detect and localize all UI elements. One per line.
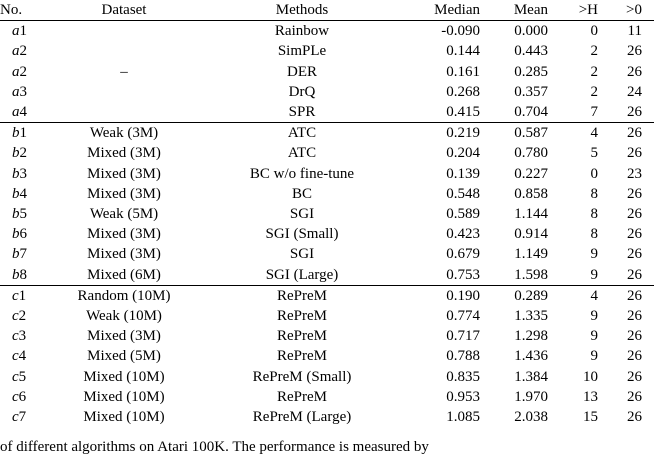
row-number: 3	[19, 83, 27, 100]
cell-above-human: 9	[590, 328, 598, 345]
cell-mean: 1.144	[514, 206, 548, 223]
row-number: 7	[19, 246, 27, 263]
row-number: 4	[19, 185, 27, 202]
cell-method: BC w/o fine-tune	[249, 165, 355, 182]
cell-dataset	[44, 41, 204, 61]
header-above-human: >H	[548, 0, 600, 21]
cell-no	[0, 82, 44, 102]
cell-method: RePreM	[277, 388, 327, 405]
cell-median: 0.953	[446, 388, 480, 405]
cell-method: SimPLe	[277, 43, 327, 60]
cell-median: 0.679	[446, 246, 480, 263]
row-letter: a	[12, 83, 20, 100]
cell-above-human: 9	[590, 308, 598, 325]
cell-no	[0, 407, 44, 427]
cell-above-human: 2	[590, 63, 598, 80]
table-row	[0, 204, 654, 224]
cell-above-human: 0	[590, 165, 598, 182]
cell-mean: 0.587	[480, 123, 548, 144]
cell-method: SGI (Large)	[265, 266, 339, 283]
cell-dataset: Mixed (3M)	[87, 328, 161, 345]
header-dataset: Dataset	[44, 0, 204, 21]
cell-dataset	[44, 21, 204, 42]
cell-mean: 1.970	[514, 388, 548, 405]
cell-mean: 1.384	[514, 368, 548, 385]
cell-above-human: 5	[590, 145, 598, 162]
cell-mean: 0.289	[480, 285, 548, 306]
cell-no	[0, 367, 44, 387]
cell-above-zero: 26	[627, 308, 642, 325]
cell-mean: 0.000	[514, 23, 548, 40]
cell-mean: 0.858	[514, 185, 548, 202]
cell-above-zero: 11	[627, 23, 642, 40]
row-letter: a	[12, 104, 20, 121]
cell-no	[0, 184, 44, 204]
row-number: 5	[18, 368, 27, 385]
cell-above-human: 2	[590, 43, 598, 60]
cell-method: ATC	[287, 145, 317, 162]
cell-dataset	[44, 102, 204, 123]
cell-median: 0.161	[446, 63, 480, 80]
cell-median: 0.139	[446, 165, 480, 182]
table-row	[0, 21, 654, 42]
cell-mean: 0.914	[514, 226, 548, 243]
cell-above-human: 15	[583, 409, 598, 426]
table-row	[0, 41, 654, 61]
row-number: 6	[19, 226, 27, 243]
cell-above-zero: 26	[600, 285, 654, 306]
header-row	[0, 0, 654, 21]
header-mean: Mean	[480, 0, 548, 21]
cell-method: RePreM	[204, 285, 400, 306]
cell-above-human: 10	[583, 368, 598, 385]
table-row	[0, 123, 654, 144]
cell-above-human: 9	[590, 348, 598, 365]
table-body	[0, 21, 654, 428]
table-row	[0, 387, 654, 407]
cell-no	[0, 244, 44, 264]
cell-above-zero: 26	[627, 409, 642, 426]
cell-mean: 2.038	[514, 409, 548, 426]
header-no: No.	[0, 0, 44, 21]
cell-above-zero: 26	[627, 185, 642, 202]
header-median: Median	[400, 0, 480, 21]
table-row	[0, 164, 654, 184]
cell-no	[0, 265, 44, 286]
row-number: 8	[19, 266, 27, 283]
row-number: 4	[18, 348, 27, 365]
row-letter: b	[12, 125, 20, 142]
table-row	[0, 62, 654, 82]
cell-method: SGI (Small)	[265, 226, 339, 243]
cell-above-zero: 26	[627, 43, 642, 60]
cell-dataset: Mixed (3M)	[87, 226, 161, 243]
cell-no	[0, 123, 44, 144]
row-number: 5	[19, 206, 27, 223]
table-row	[0, 306, 654, 326]
cell-above-zero: 26	[627, 104, 642, 121]
cell-above-zero: 26	[627, 368, 642, 385]
cell-method: RePreM	[277, 328, 327, 345]
row-number: 1	[19, 23, 27, 40]
cell-median: 0.190	[400, 285, 480, 306]
cell-dataset: Mixed (3M)	[87, 185, 161, 202]
cell-above-zero: 26	[627, 246, 642, 263]
cell-median: 0.753	[446, 266, 480, 283]
cell-above-zero: 26	[627, 328, 642, 345]
row-letter: c	[12, 287, 19, 304]
cell-no	[0, 41, 44, 61]
cell-no	[0, 102, 44, 123]
cell-above-zero: 26	[627, 206, 642, 223]
table-row	[0, 407, 654, 427]
row-letter: b	[12, 246, 20, 263]
header-above-zero: >0	[600, 0, 654, 21]
cell-median: 0.204	[446, 145, 480, 162]
cell-method: SGI	[289, 206, 315, 223]
table-row	[0, 224, 654, 244]
cell-median: 0.774	[446, 308, 480, 325]
cell-no	[0, 285, 44, 306]
cell-dataset: Weak (5M)	[89, 206, 159, 223]
cell-median: 0.423	[446, 226, 480, 243]
cell-no	[0, 62, 44, 82]
cell-dataset	[44, 82, 204, 102]
cell-above-zero: 26	[627, 388, 642, 405]
cell-no	[0, 164, 44, 184]
row-letter: b	[12, 266, 20, 283]
row-letter: b	[12, 145, 20, 162]
cell-method: RePreM	[277, 308, 327, 325]
cell-no	[0, 204, 44, 224]
cell-method: DER	[287, 63, 317, 80]
table-row	[0, 143, 654, 163]
cell-median: 1.085	[446, 409, 480, 426]
cell-above-zero: 26	[627, 266, 642, 283]
cell-no	[0, 143, 44, 163]
cell-above-zero: 24	[627, 83, 642, 100]
table-row	[0, 244, 654, 264]
row-letter: a	[12, 43, 20, 60]
cell-median: -0.090	[441, 23, 480, 40]
cell-method: ATC	[204, 123, 400, 144]
cell-dataset: Mixed (5M)	[87, 348, 161, 365]
cell-mean: 0.780	[514, 145, 548, 162]
cell-above-zero: 26	[627, 145, 642, 162]
cell-above-human: 4	[548, 123, 600, 144]
row-number: 6	[18, 388, 27, 405]
cell-mean: 0.443	[514, 43, 548, 60]
row-letter: c	[12, 348, 19, 365]
cell-dataset: Mixed (10M)	[83, 409, 165, 426]
cell-mean: 1.298	[514, 328, 548, 345]
table-row	[0, 326, 654, 346]
table-row	[0, 82, 654, 102]
row-number: 3	[18, 328, 27, 345]
cell-median: 0.717	[446, 328, 480, 345]
table-row	[0, 367, 654, 387]
cell-median: 0.268	[446, 83, 480, 100]
table-caption: of different algorithms on Atari 100K. The performance is measured by	[0, 439, 429, 455]
row-number: 2	[19, 43, 27, 60]
cell-no	[0, 346, 44, 366]
cell-median: 0.415	[446, 104, 480, 121]
row-letter: c	[12, 308, 19, 325]
cell-dataset: Random (10M)	[44, 285, 204, 306]
table-row	[0, 184, 654, 204]
cell-no	[0, 21, 44, 42]
table-row	[0, 285, 654, 306]
cell-dataset: Mixed (6M)	[87, 266, 161, 283]
row-letter: b	[12, 226, 20, 243]
cell-above-zero: 26	[600, 123, 654, 144]
row-number: 4	[19, 104, 27, 121]
row-letter: c	[12, 368, 19, 385]
row-number: 1	[19, 125, 27, 142]
row-number: 1	[18, 287, 27, 304]
row-letter: c	[12, 328, 19, 345]
cell-median: 0.589	[446, 206, 480, 223]
cell-dataset: Weak (3M)	[44, 123, 204, 144]
cell-mean: 0.357	[514, 83, 548, 100]
cell-mean: 0.704	[514, 104, 548, 121]
cell-above-human: 4	[548, 285, 600, 306]
cell-method: SPR	[288, 104, 316, 121]
cell-above-human: 7	[590, 104, 598, 121]
cell-method: BC	[291, 185, 312, 202]
cell-dataset: –	[120, 63, 128, 80]
cell-mean: 1.436	[514, 348, 548, 365]
cell-dataset: Mixed (3M)	[87, 145, 161, 162]
header-methods: Methods	[204, 0, 400, 21]
cell-median: 0.788	[446, 348, 480, 365]
cell-above-human: 9	[590, 266, 598, 283]
cell-method: DrQ	[288, 83, 316, 100]
row-letter: b	[12, 185, 20, 202]
cell-median: 0.144	[446, 43, 480, 60]
cell-above-zero: 26	[627, 226, 642, 243]
cell-mean: 1.598	[514, 266, 548, 283]
cell-method: RePreM	[277, 348, 327, 365]
cell-dataset: Mixed (10M)	[83, 368, 165, 385]
row-letter: a	[12, 23, 20, 40]
row-letter: c	[12, 388, 19, 405]
cell-method: SGI	[289, 246, 315, 263]
cell-no	[0, 326, 44, 346]
cell-mean: 0.227	[514, 165, 548, 182]
cell-above-human: 0	[590, 23, 598, 40]
cell-above-zero: 26	[627, 63, 642, 80]
cell-mean: 1.335	[514, 308, 548, 325]
cell-no	[0, 306, 44, 326]
cell-method: Rainbow	[274, 23, 330, 40]
cell-dataset: Weak (10M)	[86, 308, 162, 325]
cell-method: RePreM (Large)	[252, 409, 352, 426]
cell-method: RePreM (Small)	[252, 368, 352, 385]
cell-median: 0.835	[446, 368, 480, 385]
cell-median: 0.219	[400, 123, 480, 144]
cell-above-zero: 26	[627, 348, 642, 365]
row-letter: a	[12, 63, 20, 80]
cell-above-human: 8	[590, 226, 598, 243]
row-number: 2	[19, 145, 27, 162]
row-letter: c	[12, 409, 19, 426]
cell-mean: 0.285	[514, 63, 548, 80]
cell-median: 0.548	[446, 185, 480, 202]
cell-dataset: Mixed (3M)	[87, 246, 161, 263]
row-letter: b	[12, 165, 20, 182]
table-row	[0, 346, 654, 366]
cell-above-human: 8	[590, 185, 598, 202]
cell-no	[0, 387, 44, 407]
row-number: 2	[19, 63, 27, 80]
cell-dataset: Mixed (10M)	[83, 388, 165, 405]
table-row	[0, 102, 654, 123]
row-number: 7	[18, 409, 27, 426]
cell-mean: 1.149	[514, 246, 548, 263]
cell-above-human: 13	[583, 388, 598, 405]
row-letter: b	[12, 206, 20, 223]
row-number: 2	[18, 308, 27, 325]
cell-above-human: 2	[590, 83, 598, 100]
cell-no	[0, 224, 44, 244]
cell-dataset: Mixed (3M)	[87, 165, 161, 182]
cell-above-human: 8	[590, 206, 598, 223]
cell-above-human: 9	[590, 246, 598, 263]
cell-above-zero: 23	[627, 165, 642, 182]
table-row	[0, 265, 654, 286]
row-number: 3	[19, 165, 27, 182]
